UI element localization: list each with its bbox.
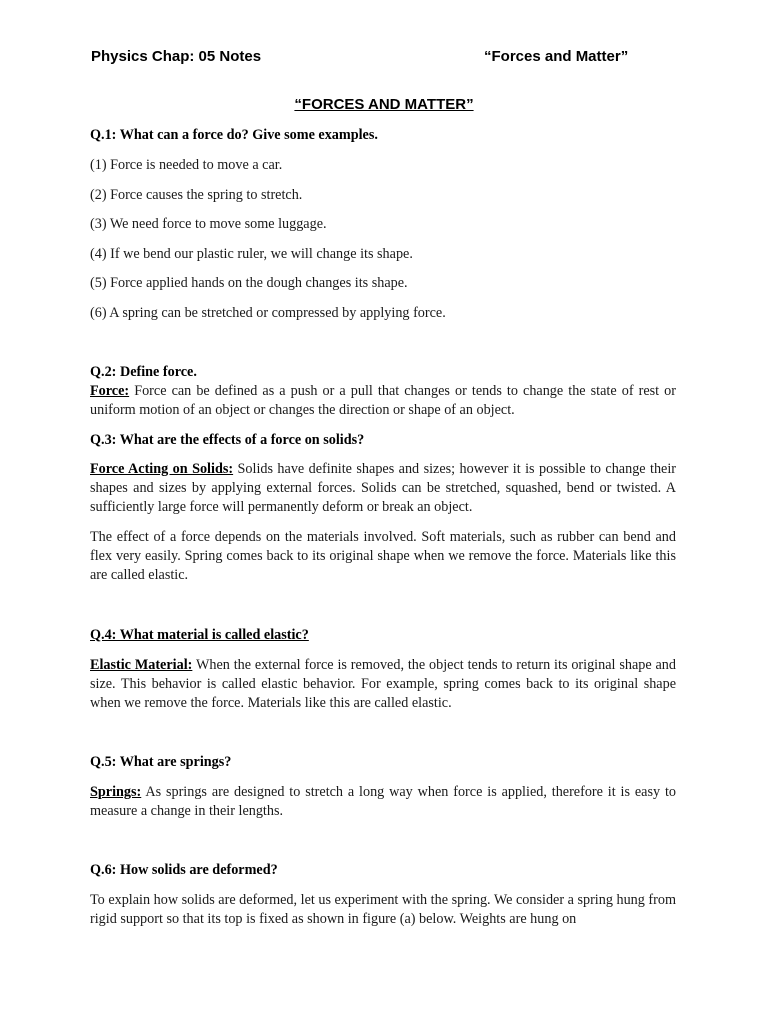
q1-item-6: (6) A spring can be stretched or compressed by applying force. xyxy=(90,305,446,321)
q6-answer-block xyxy=(90,891,676,929)
q5-text: As springs are designed to stretch a long way when force is applied, therefore it is easy to measure a change in their lengths. xyxy=(90,784,676,819)
q4-term: Elastic Material: xyxy=(90,657,193,673)
q3-text: Solids have definite shapes and sizes; however it is possible to change their shapes and sizes by applying external forces. Solids can be stretched, squashed, bend or twisted. A sufficiently large force will permanently deform or break an object. xyxy=(90,461,677,515)
q5-question: Q.5: What are springs? xyxy=(90,754,232,770)
q3-paragraph2: The effect of a force depends on the materials involved. Soft materials, such as rubber can bend and flex very easily. Spring comes back to its original shape when we remove the force. Materials like this are called elastic. xyxy=(90,529,676,583)
q5-answer-block xyxy=(90,783,676,821)
q1-item xyxy=(90,274,676,293)
header-chapter-label: Physics Chap: 05 Notes xyxy=(91,48,262,65)
q1-item xyxy=(90,156,676,175)
q6-section xyxy=(90,861,676,880)
q1-question: Q.1: What can a force do? Give some examples. xyxy=(90,127,378,143)
q5-answer xyxy=(90,783,676,821)
q1-item-4: (4) If we bend our plastic ruler, we will change its shape. xyxy=(90,246,413,262)
q4-question: Q.4: What material is called elastic? xyxy=(90,627,309,643)
q1-item xyxy=(90,245,676,264)
q5-section xyxy=(90,753,676,772)
q1-section xyxy=(90,126,676,145)
q3-answer-block xyxy=(90,460,676,517)
q2-question: Q.2: Define force. xyxy=(90,364,197,380)
q1-item-1: (1) Force is needed to move a car. xyxy=(90,157,283,173)
q1-item-5: (5) Force applied hands on the dough changes its shape. xyxy=(90,275,408,291)
q6-question: Q.6: How solids are deformed? xyxy=(90,862,278,878)
q4-text: When the external force is removed, the object tends to return its original shape and size. This behavior is called elastic behavior. For example, spring comes back to its original shape when we remove the force. Materials like this are called elastic. xyxy=(90,657,676,711)
q3-term: Force Acting on Solids: xyxy=(90,461,234,477)
q2-text: Force can be defined as a push or a pull that changes or tends to change the state of rest or uniform motion of an object or changes the direction or shape of an object. xyxy=(90,383,676,418)
q1-item-2: (2) Force causes the spring to stretch. xyxy=(90,187,303,203)
q4-answer-block xyxy=(90,656,676,713)
q2-term: Force: xyxy=(90,383,130,399)
q2-section xyxy=(90,363,676,420)
q1-item xyxy=(90,304,676,323)
q1-item xyxy=(90,215,676,234)
q1-item xyxy=(90,186,676,205)
q2-answer xyxy=(90,382,676,420)
q3-answer xyxy=(90,460,676,517)
q6-text: To explain how solids are deformed, let us experiment with the spring. We consider a spring hung from rigid support so that its top is fixed as shown in figure (a) below. Weights are hung on xyxy=(90,892,676,927)
q3-paragraph2-block xyxy=(90,528,676,585)
q4-answer xyxy=(90,656,676,713)
q3-section xyxy=(90,431,676,450)
q4-section xyxy=(90,626,676,645)
q1-item-3: (3) We need force to move some luggage. xyxy=(90,216,327,232)
header-topic-label: “Forces and Matter” xyxy=(484,48,629,65)
q5-term: Springs: xyxy=(90,784,142,800)
q3-question: Q.3: What are the effects of a force on solids? xyxy=(90,432,365,448)
document-title: “FORCES AND MATTER” xyxy=(294,96,474,113)
